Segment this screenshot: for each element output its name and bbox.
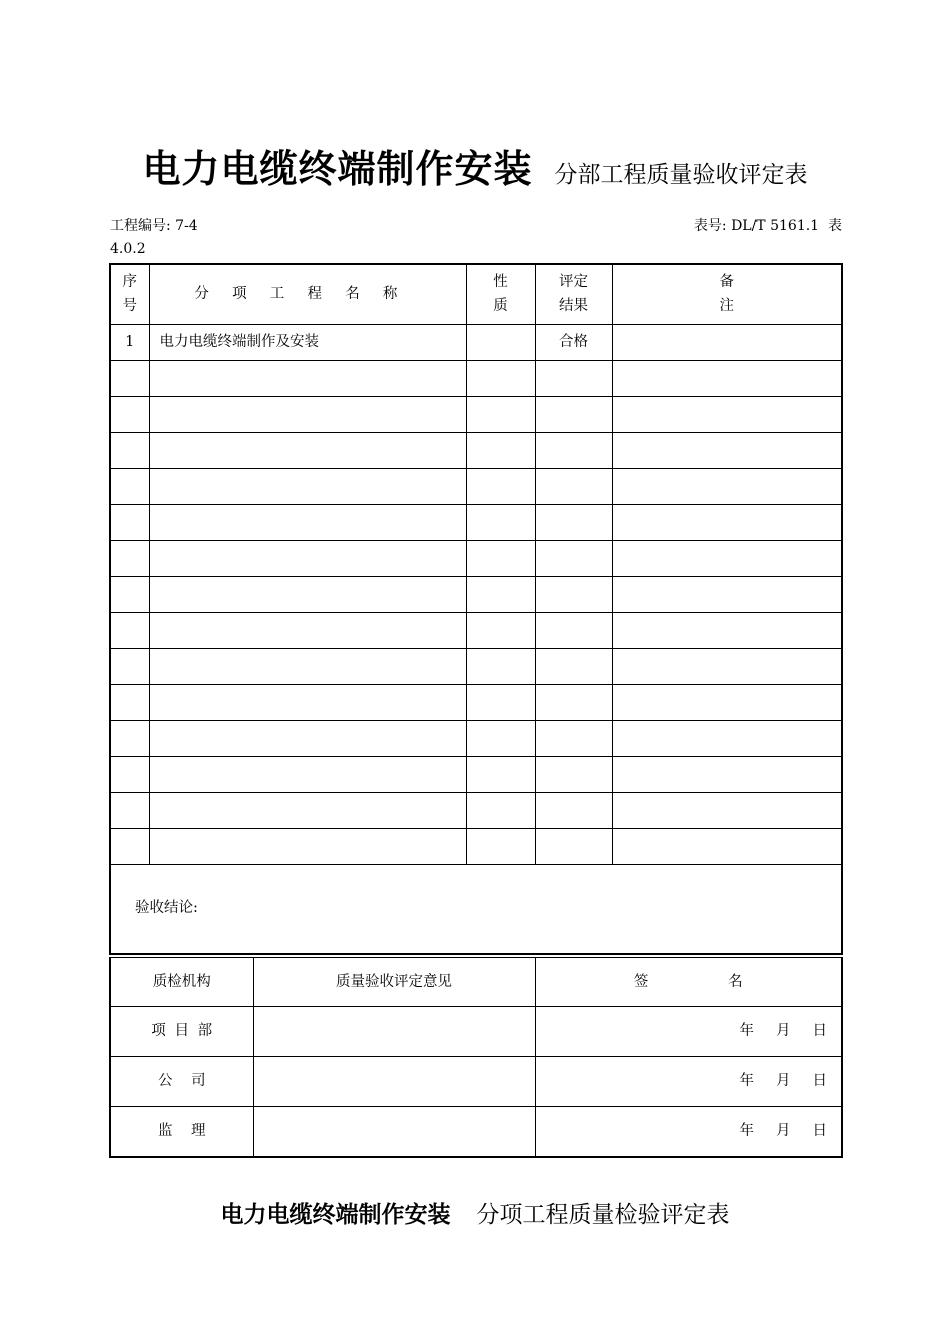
date-cell: 年 月 日 [535, 1107, 842, 1157]
header-sign: 签名 [535, 958, 842, 1007]
table-row [110, 684, 842, 720]
table-row [110, 576, 842, 612]
header-item-name: 分项工程名称 [149, 264, 466, 324]
form-number: 表号: DL/T 5161.1 表 [693, 218, 842, 234]
footer-title-sub: 分项工程质量检验评定表 [476, 1202, 730, 1228]
opinion-cell [253, 1007, 535, 1057]
signoff-row [110, 1057, 842, 1107]
table-row [110, 720, 842, 756]
table-row [110, 324, 842, 360]
next-form-title [0, 1196, 950, 1229]
table-row [110, 648, 842, 684]
signoff-row [110, 1107, 842, 1157]
table-row [110, 504, 842, 540]
date-cell: 年 月 日 [535, 1007, 842, 1057]
org-project-dept: 项目部 [110, 1007, 253, 1057]
header-nature: 性 质 [466, 264, 535, 324]
project-number: 工程编号: 7-4 [110, 218, 198, 234]
table-row [110, 828, 842, 864]
table-row [110, 468, 842, 504]
table-header-row [110, 264, 842, 324]
org-company: 公 司 [110, 1057, 253, 1107]
title-main: 电力电缆终端制作安装 [142, 147, 533, 191]
date-cell: 年 月 日 [535, 1057, 842, 1107]
table-row [110, 756, 842, 792]
header-note: 备注 [612, 264, 842, 324]
signoff-header-row [110, 958, 842, 1007]
signoff-row [110, 1007, 842, 1057]
cell-note [612, 324, 842, 360]
cell-result: 合格 [535, 324, 612, 360]
table-row [110, 432, 842, 468]
conclusion-row [110, 864, 842, 954]
table-row [110, 540, 842, 576]
table-row [110, 612, 842, 648]
page-title [0, 138, 950, 193]
org-supervision: 监 理 [110, 1107, 253, 1157]
cell-seq: 1 [110, 324, 149, 360]
form-number-continued: 4.0.2 [110, 241, 146, 257]
table-row [110, 792, 842, 828]
cell-nature [466, 324, 535, 360]
header-org: 质检机构 [110, 958, 253, 1007]
table-row [110, 396, 842, 432]
header-opinion: 质量验收评定意见 [253, 958, 535, 1007]
conclusion-label: 验收结论: [110, 864, 842, 954]
title-sub: 分部工程质量验收评定表 [554, 162, 808, 188]
opinion-cell [253, 1107, 535, 1157]
header-result: 评定 结果 [535, 264, 612, 324]
evaluation-table [109, 263, 843, 955]
signoff-table [109, 957, 843, 1158]
opinion-cell [253, 1057, 535, 1107]
footer-title-main: 电力电缆终端制作安装 [220, 1202, 451, 1228]
cell-item-name: 电力电缆终端制作及安装 [149, 324, 466, 360]
header-seq: 序 号 [110, 264, 149, 324]
table-row [110, 360, 842, 396]
